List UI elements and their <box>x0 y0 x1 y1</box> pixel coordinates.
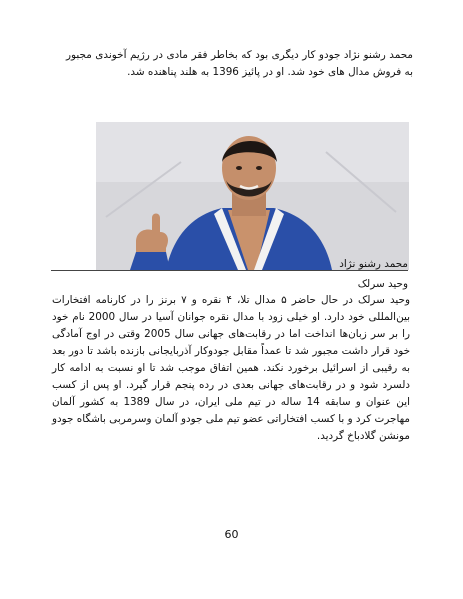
athlete-photo-illustration <box>96 122 409 270</box>
paragraph-main: وحید سرلک در حال حاضر ۵ مدال تلا، ۴ نقره و ۷ برنز را در کارنامه افتخارات بین‌المللی خود دارد. او خیلی زود با مدال نقره جوانان آسیا در سال 2000 نام خود را بر سر زبان‌ها انداخت اما در رقابت‌های جهانی سال 2005 وقتی در اوج آمادگی خود قرار داشت مجبور شد تا عمداً مقابل جودوکار آذربایجانی بازنده باشد تا دور بعد به رقیبی از اسرائیل برخورد نکند. همین اتفاق موجب شد تا او نسبت به ادامه کار دلسرد شود و در رقابت‌های جهانی بعدی در رده پنجم قرار گیرد. او پس از کسب این عنوان و سابقه 14 ساله در تیم ملی ایران، در سال 1389 به کشور آلمان مهاجرت کرد و با کسب افتخاراتی عضو تیم ملی جودو آلمان وسرمربی باشگاه جودو مونشن گلادباخ گردید. <box>52 294 411 442</box>
divider-line <box>51 270 408 271</box>
section-heading: وحید سرلک <box>357 278 408 290</box>
photo-caption: محمد رشنو نژاد <box>339 258 408 270</box>
athlete-photo <box>96 122 409 270</box>
page-number: 60 <box>224 528 239 541</box>
paragraph-top: محمد رشنو نژاد جودو کار دیگری بود که بخاطر فقر مادی در رژیم آخوندی مجبور به فروش مدال های خود شد. او در پائیز 1396 به هلند پناهنده شد. <box>66 49 413 78</box>
